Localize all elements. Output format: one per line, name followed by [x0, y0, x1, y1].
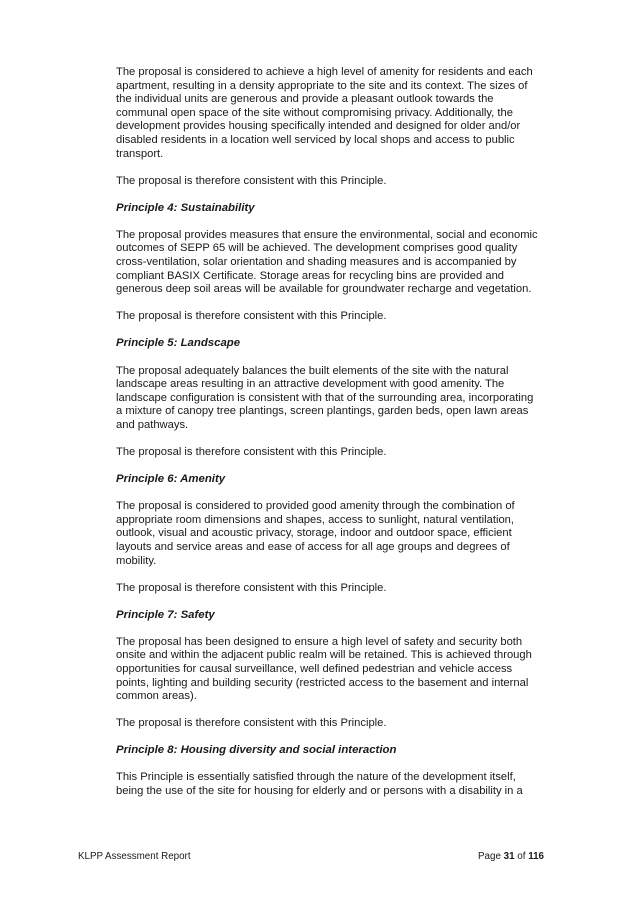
footer-page-indicator	[478, 851, 544, 863]
paragraph-consistency-statement: The proposal is therefore consistent with this Principle.	[116, 581, 387, 594]
paragraph-amenity-summary: The proposal is considered to achieve a high level of amenity for residents and each apartment, resulting in a density appropriate to the site and its context. The sizes of the individual units are generous and provide a pleasant outlook towards the communal open space of the site without compromising privacy. Additionally, the development provides housing specifically intended and designed for older and/or disabled residents in a location well serviced by local shops and access to public transport.	[116, 66, 533, 160]
footer-page-label: Page	[478, 851, 501, 862]
heading-principle-5: Principle 5: Landscape	[116, 337, 241, 350]
heading-principle-7: Principle 7: Safety	[116, 608, 215, 621]
paragraph-consistency-statement: The proposal is therefore consistent with this Principle.	[116, 310, 387, 323]
footer-total-pages: 116	[528, 851, 544, 862]
page-content	[116, 66, 568, 812]
paragraph-consistency-statement: The proposal is therefore consistent with this Principle.	[116, 174, 387, 187]
paragraph-safety: The proposal has been designed to ensure a high level of safety and security both onsite and within the adjacent public realm will be retained. This is achieved through opportunities for causal surveillance, well defined pedestrian and vehicle access points, lighting and building security (restricted access to the basement and internal common areas).	[116, 635, 532, 703]
paragraph-consistency-statement: The proposal is therefore consistent with this Principle.	[116, 717, 387, 730]
heading-principle-8: Principle 8: Housing diversity and social interaction	[116, 744, 397, 757]
footer-report-name: KLPP Assessment Report	[78, 851, 191, 862]
heading-principle-4: Principle 4: Sustainability	[116, 201, 255, 214]
paragraph-sustainability: The proposal provides measures that ensure the environmental, social and economic outcomes of SEPP 65 will be achieved. The development comprises good quality cross-ventilation, solar orientation and shading measures and is accompanied by compliant BASIX Certificate. Storage areas for recycling bins are provided and generous deep soil areas will be available for groundwater recharge and vegetation.	[116, 228, 538, 296]
paragraph-amenity: The proposal is considered to provided good amenity through the combination of appropriate room dimensions and shapes, access to sunlight, natural ventilation, outlook, visual and acoustic privacy, storage, indoor and outdoor space, efficient layouts and service areas and ease of access for all age groups and degrees of mobility.	[116, 500, 515, 567]
paragraph-consistency-statement: The proposal is therefore consistent with this Principle.	[116, 445, 387, 458]
footer-page-number: 31	[503, 851, 515, 862]
footer-of-label: of	[517, 851, 526, 862]
heading-principle-6: Principle 6: Amenity	[116, 473, 226, 486]
paragraph-landscape: The proposal adequately balances the built elements of the site with the natural landscape areas resulting in an attractive development with good amenity. The landscape configuration is consistent with that of the surrounding area, incorporating a mixture of canopy tree plantings, screen plantings, garden beds, open lawn areas and pathways.	[116, 364, 534, 431]
paragraph-housing-diversity: This Principle is essentially satisfied through the nature of the development itself, being the use of the site for housing for elderly and or persons with a disability in a	[116, 771, 523, 798]
